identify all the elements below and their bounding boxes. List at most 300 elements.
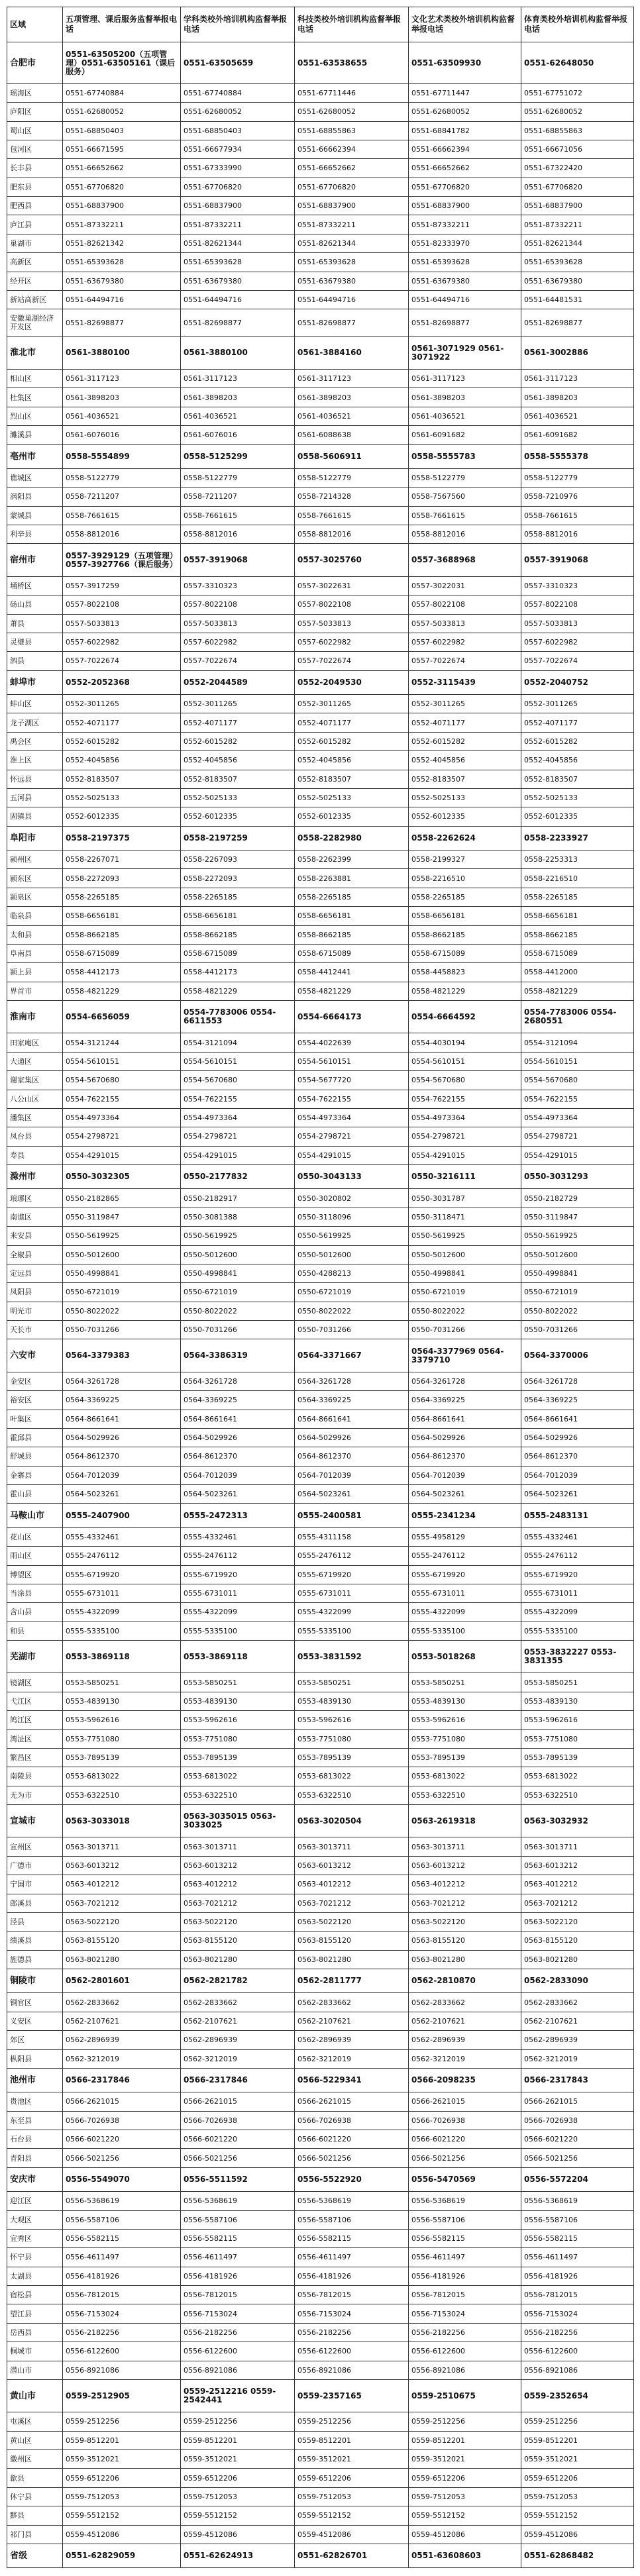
phone-cell: 0563-8155120 [63, 1932, 181, 1950]
region-cell: 肥东县 [7, 178, 63, 196]
region-cell: 淮北市 [7, 336, 63, 369]
phone-cell: 0550-3081388 [181, 1208, 295, 1226]
region-cell: 潜山市 [7, 2361, 63, 2379]
phone-cell: 0554-7622155 [63, 1090, 181, 1108]
phone-cell: 0555-4322099 [63, 1603, 181, 1622]
city-row [7, 1339, 634, 1372]
phone-cell: 0558-7661615 [63, 506, 181, 525]
phone-cell: 0557-3929129（五项管理）0557-3927766（课后服务） [63, 544, 181, 576]
header-subject-training: 学科类校外培训机构监督举报电话 [181, 7, 295, 42]
phone-cell: 0551-65393628 [181, 253, 295, 272]
phone-cell: 0557-3310323 [521, 576, 634, 595]
phone-cell: 0551-66652662 [63, 159, 181, 178]
phone-cell: 0556-4611497 [63, 2248, 181, 2267]
phone-cell: 0558-8662185 [409, 925, 521, 944]
phone-cell: 0551-63538655 [295, 42, 409, 83]
region-cell: 石台县 [7, 2130, 63, 2149]
phone-cell: 0554-5670680 [63, 1071, 181, 1090]
district-row [7, 888, 634, 906]
phone-cell: 0553-4839130 [409, 1692, 521, 1710]
phone-cell: 0561-3880100 [63, 336, 181, 369]
district-row [7, 2130, 634, 2149]
phone-cell: 0559-4512086 [63, 2525, 181, 2544]
phone-cell: 0551-87332211 [409, 215, 521, 234]
phone-cell: 0550-2182865 [63, 1189, 181, 1208]
district-row [7, 869, 634, 888]
phone-cell: 0553-5962616 [409, 1711, 521, 1729]
district-row [7, 2450, 634, 2469]
table-body [7, 42, 634, 2568]
phone-cell: 0558-4412000 [521, 963, 634, 982]
phone-cell: 0555-5335100 [409, 1622, 521, 1640]
phone-cell: 0552-4071177 [295, 713, 409, 732]
district-row [7, 1090, 634, 1108]
phone-cell: 0558-5606911 [295, 444, 409, 468]
district-row [7, 807, 634, 826]
region-cell: 凤台县 [7, 1127, 63, 1146]
phone-cell: 0563-8155120 [409, 1932, 521, 1950]
region-cell: 蚌埠市 [7, 670, 63, 694]
phone-cell: 0551-82698877 [181, 309, 295, 336]
phone-cell: 0559-2512256 [295, 2412, 409, 2431]
phone-cell: 0558-2216510 [409, 869, 521, 888]
phone-cell: 0554-6656059 [63, 1001, 181, 1033]
region-cell: 铜陵市 [7, 1969, 63, 1993]
phone-cell: 0550-6721019 [63, 1283, 181, 1302]
city-row [7, 444, 634, 468]
phone-cell: 0558-2199327 [409, 850, 521, 869]
phone-cell: 0556-6122600 [295, 2342, 409, 2361]
phone-cell: 0552-3115439 [409, 670, 521, 694]
phone-cell: 0552-8183507 [181, 770, 295, 788]
phone-cell: 0550-8022022 [521, 1302, 634, 1320]
phone-cell: 0554-2798721 [181, 1127, 295, 1146]
phone-cell: 0557-7022674 [295, 652, 409, 670]
phone-cell: 0552-6012335 [521, 807, 634, 826]
phone-cell: 0561-6076016 [181, 426, 295, 444]
district-row [7, 2506, 634, 2525]
district-row [7, 2323, 634, 2342]
city-row [7, 2379, 634, 2412]
phone-cell: 0552-4045856 [295, 751, 409, 770]
phone-cell: 0550-5619925 [181, 1227, 295, 1245]
phone-cell: 0558-8662185 [181, 925, 295, 944]
phone-cell: 0559-6512206 [409, 2469, 521, 2487]
phone-cell: 0551-87332211 [181, 215, 295, 234]
phone-cell: 0563-8021280 [181, 1950, 295, 1969]
phone-cell: 0566-2621015 [181, 2092, 295, 2111]
phone-cell: 0564-5029926 [295, 1428, 409, 1447]
phone-cell: 0564-3261728 [295, 1372, 409, 1390]
phone-cell: 0563-3013711 [181, 1837, 295, 1856]
phone-cell: 0564-5023261 [409, 1485, 521, 1504]
phone-cell: 0553-4839130 [63, 1692, 181, 1710]
region-cell: 阜南县 [7, 944, 63, 962]
region-cell: 裕安区 [7, 1391, 63, 1410]
phone-cell: 0553-5850251 [181, 1673, 295, 1692]
phone-cell: 0554-6664173 [295, 1001, 409, 1033]
phone-cell: 0563-8021280 [63, 1950, 181, 1969]
phone-cell: 0563-2619318 [409, 1805, 521, 1837]
district-row [7, 309, 634, 336]
phone-cell: 0563-8155120 [181, 1932, 295, 1950]
phone-cell: 0563-3033018 [63, 1805, 181, 1837]
phone-cell: 0551-63679380 [295, 272, 409, 290]
phone-cell: 0556-7153024 [409, 2304, 521, 2323]
phone-cell: 0559-5512152 [181, 2506, 295, 2525]
phone-cell: 0558-2253313 [521, 850, 634, 869]
phone-cell: 0553-6813022 [409, 1767, 521, 1786]
district-row [7, 1894, 634, 1912]
phone-cell: 0558-8662185 [295, 925, 409, 944]
phone-cell: 0566-6021220 [181, 2130, 295, 2149]
district-row [7, 1466, 634, 1484]
region-cell: 包河区 [7, 140, 63, 158]
district-row [7, 1932, 634, 1950]
phone-cell: 0558-7211207 [63, 488, 181, 506]
phone-cell: 0563-8021280 [409, 1950, 521, 1969]
phone-cell: 0561-3002886 [521, 336, 634, 369]
phone-cell: 0556-7153024 [181, 2304, 295, 2323]
hotline-table [7, 7, 634, 2568]
region-cell: 郎溪县 [7, 1894, 63, 1912]
phone-cell: 0556-8921086 [181, 2361, 295, 2379]
phone-cell: 0553-5962616 [181, 1711, 295, 1729]
region-cell: 东至县 [7, 2111, 63, 2130]
phone-cell: 0563-6013212 [409, 1856, 521, 1875]
district-row [7, 1146, 634, 1164]
region-cell: 旌德县 [7, 1950, 63, 1969]
phone-cell: 0551-67706820 [521, 178, 634, 196]
region-cell: 马鞍山市 [7, 1504, 63, 1527]
phone-cell: 0553-5850251 [295, 1673, 409, 1692]
phone-cell: 0553-7895139 [181, 1748, 295, 1767]
phone-cell: 0553-4839130 [181, 1692, 295, 1710]
table-header-row [7, 7, 634, 42]
phone-cell: 0556-8921086 [521, 2361, 634, 2379]
district-row [7, 1321, 634, 1339]
region-cell: 含山县 [7, 1603, 63, 1622]
phone-cell: 0553-6322510 [63, 1786, 181, 1804]
district-row [7, 1127, 634, 1146]
phone-cell: 0555-4322099 [181, 1603, 295, 1622]
phone-cell: 0558-4412173 [181, 963, 295, 982]
phone-cell: 0553-3869118 [181, 1641, 295, 1673]
phone-cell: 0553-7751080 [409, 1729, 521, 1748]
phone-cell: 0564-3369225 [181, 1391, 295, 1410]
phone-cell: 0556-7812015 [295, 2286, 409, 2304]
phone-cell: 0556-5582115 [181, 2229, 295, 2247]
phone-cell: 0551-68850403 [181, 121, 295, 140]
district-row [7, 633, 634, 651]
region-cell: 固镇县 [7, 807, 63, 826]
phone-cell: 0558-2267093 [181, 850, 295, 869]
phone-cell: 0554-7783006 0554-2680551 [521, 1001, 634, 1033]
phone-cell: 0558-2272093 [181, 869, 295, 888]
region-cell: 省级 [7, 2544, 63, 2567]
phone-cell: 0552-4071177 [409, 713, 521, 732]
header-sports-training: 体育类校外培训机构监督举报电话 [521, 7, 634, 42]
phone-cell: 0552-4045856 [181, 751, 295, 770]
phone-cell: 0551-63505200（五项管理）0551-63505161（课后服务） [63, 42, 181, 83]
phone-cell: 0566-6021220 [521, 2130, 634, 2149]
phone-cell: 0558-6656181 [181, 907, 295, 925]
phone-cell: 0563-5022120 [521, 1912, 634, 1931]
phone-cell: 0561-3898203 [295, 388, 409, 407]
phone-cell: 0564-3369225 [521, 1391, 634, 1410]
district-row [7, 1622, 634, 1640]
phone-cell: 0562-2896939 [181, 2031, 295, 2049]
district-row [7, 1547, 634, 1565]
phone-cell: 0553-6813022 [295, 1767, 409, 1786]
phone-cell: 0556-4181926 [409, 2267, 521, 2285]
phone-cell: 0553-7751080 [181, 1729, 295, 1748]
phone-cell: 0555-2476112 [63, 1547, 181, 1565]
region-cell: 霍邱县 [7, 1428, 63, 1447]
region-cell: 郊区 [7, 2031, 63, 2049]
phone-cell: 0561-3117123 [521, 370, 634, 388]
phone-cell: 0556-5368619 [521, 2192, 634, 2210]
phone-cell: 0559-3512021 [409, 2450, 521, 2469]
phone-cell: 0550-3031293 [521, 1165, 634, 1189]
phone-cell: 0551-63505659 [181, 42, 295, 83]
phone-cell: 0562-2833662 [63, 1993, 181, 2012]
phone-cell: 0550-5619925 [63, 1227, 181, 1245]
region-cell: 太和县 [7, 925, 63, 944]
phone-cell: 0561-3898203 [521, 388, 634, 407]
phone-cell: 0566-2621015 [295, 2092, 409, 2111]
region-cell: 迎江区 [7, 2192, 63, 2210]
phone-cell: 0557-3022031 [409, 576, 521, 595]
district-row [7, 1875, 634, 1894]
phone-cell: 0550-5012600 [521, 1245, 634, 1264]
phone-cell: 0562-2107621 [295, 2012, 409, 2030]
region-cell: 颍州区 [7, 850, 63, 869]
phone-cell: 0551-68855863 [521, 121, 634, 140]
phone-cell: 0556-5549070 [63, 2167, 181, 2191]
phone-cell: 0552-2052368 [63, 670, 181, 694]
phone-cell: 0563-3020504 [295, 1805, 409, 1837]
phone-cell: 0558-4821229 [295, 982, 409, 1000]
phone-cell: 0559-7512053 [521, 2487, 634, 2506]
district-row [7, 290, 634, 309]
phone-cell: 0555-6719920 [409, 1565, 521, 1584]
region-cell: 明光市 [7, 1302, 63, 1320]
phone-cell: 0551-82698877 [295, 309, 409, 336]
phone-cell: 0563-3013711 [409, 1837, 521, 1856]
phone-cell: 0563-8021280 [521, 1950, 634, 1969]
phone-cell: 0558-2262624 [409, 826, 521, 850]
phone-cell: 0564-5023261 [295, 1485, 409, 1504]
phone-cell: 0556-5587106 [521, 2210, 634, 2229]
header-tech-training: 科技类校外培训机构监督举报电话 [295, 7, 409, 42]
phone-cell: 0553-7751080 [521, 1729, 634, 1748]
phone-cell: 0553-6322510 [295, 1786, 409, 1804]
header-five-management: 五项管理、课后服务监督举报电话 [63, 7, 181, 42]
district-row [7, 1189, 634, 1208]
phone-cell: 0553-3831592 [295, 1641, 409, 1673]
phone-cell: 0558-8662185 [63, 925, 181, 944]
district-row [7, 1283, 634, 1302]
phone-cell: 0558-4412441 [295, 963, 409, 982]
district-row [7, 2092, 634, 2111]
phone-cell: 0563-4012212 [181, 1875, 295, 1894]
region-cell: 经开区 [7, 272, 63, 290]
phone-cell: 0566-6021220 [409, 2130, 521, 2149]
phone-cell: 0558-7210976 [521, 488, 634, 506]
phone-cell: 0552-3011265 [521, 695, 634, 713]
phone-cell: 0553-5850251 [63, 1673, 181, 1692]
phone-cell: 0558-6656181 [295, 907, 409, 925]
region-cell: 宿州市 [7, 544, 63, 576]
phone-cell: 0554-4291015 [409, 1146, 521, 1164]
phone-cell: 0550-2182729 [521, 1189, 634, 1208]
phone-cell: 0556-4181926 [63, 2267, 181, 2285]
phone-cell: 0551-82621342 [63, 234, 181, 252]
district-row [7, 140, 634, 158]
phone-cell: 0557-6022982 [409, 633, 521, 651]
phone-cell: 0556-2182256 [181, 2323, 295, 2342]
phone-cell: 0556-5572204 [521, 2167, 634, 2191]
region-cell: 舒城县 [7, 1447, 63, 1466]
phone-cell: 0559-4512086 [181, 2525, 295, 2544]
region-cell: 桐城市 [7, 2342, 63, 2361]
district-row [7, 2431, 634, 2449]
phone-cell: 0564-7012039 [181, 1466, 295, 1484]
phone-cell: 0563-6013212 [181, 1856, 295, 1875]
district-row [7, 2267, 634, 2285]
phone-cell: 0566-5229341 [295, 2068, 409, 2092]
phone-cell: 0559-8512201 [295, 2431, 409, 2449]
phone-cell: 0552-8183507 [521, 770, 634, 788]
phone-cell: 0555-6719920 [295, 1565, 409, 1584]
phone-cell: 0556-5582115 [521, 2229, 634, 2247]
phone-cell: 0556-5368619 [63, 2192, 181, 2210]
phone-cell: 0555-5335100 [521, 1622, 634, 1640]
phone-cell: 0559-2512216 0559-2542441 [181, 2379, 295, 2412]
phone-cell: 0563-8021280 [295, 1950, 409, 1969]
region-cell: 界首市 [7, 982, 63, 1000]
district-row [7, 907, 634, 925]
district-row [7, 576, 634, 595]
district-row [7, 2049, 634, 2068]
phone-cell: 0554-4973364 [181, 1108, 295, 1127]
phone-cell: 0553-7751080 [295, 1729, 409, 1748]
phone-cell: 0561-3898203 [63, 388, 181, 407]
district-row [7, 751, 634, 770]
region-cell: 全椒县 [7, 1245, 63, 1264]
phone-cell: 0562-2896939 [521, 2031, 634, 2049]
phone-cell: 0563-7021212 [181, 1894, 295, 1912]
phone-cell: 0563-4012212 [409, 1875, 521, 1894]
phone-cell: 0558-2233927 [521, 826, 634, 850]
region-cell: 天长市 [7, 1321, 63, 1339]
district-row [7, 488, 634, 506]
phone-cell: 0558-2197259 [181, 826, 295, 850]
phone-cell: 0556-2182256 [63, 2323, 181, 2342]
region-cell: 青阳县 [7, 2149, 63, 2167]
phone-cell: 0559-2512905 [63, 2379, 181, 2412]
phone-cell: 0556-4181926 [295, 2267, 409, 2285]
phone-cell: 0554-3121244 [63, 1033, 181, 1052]
phone-cell: 0561-3117123 [181, 370, 295, 388]
district-row [7, 2487, 634, 2506]
phone-cell: 0553-5962616 [521, 1711, 634, 1729]
phone-cell: 0555-5335100 [63, 1622, 181, 1640]
phone-cell: 0561-3117123 [295, 370, 409, 388]
region-cell: 合肥市 [7, 42, 63, 83]
phone-cell: 0553-7895139 [63, 1748, 181, 1767]
phone-cell: 0566-6021220 [63, 2130, 181, 2149]
phone-cell: 0550-7031266 [409, 1321, 521, 1339]
district-row [7, 982, 634, 1000]
phone-cell: 0566-7026938 [181, 2111, 295, 2130]
phone-cell: 0556-2182256 [295, 2323, 409, 2342]
district-row [7, 1912, 634, 1931]
phone-cell: 0558-2262399 [295, 850, 409, 869]
phone-cell: 0551-66652662 [409, 159, 521, 178]
phone-cell: 0550-4998841 [409, 1264, 521, 1282]
region-cell: 宜秀区 [7, 2229, 63, 2247]
phone-cell: 0563-8155120 [295, 1932, 409, 1950]
phone-cell: 0562-2107621 [409, 2012, 521, 2030]
region-cell: 相山区 [7, 370, 63, 388]
phone-cell: 0562-2811777 [295, 1969, 409, 1993]
district-row [7, 652, 634, 670]
phone-cell: 0551-64494716 [63, 290, 181, 309]
phone-cell: 0563-8155120 [521, 1932, 634, 1950]
phone-cell: 0559-5512152 [63, 2506, 181, 2525]
phone-cell: 0563-3035015 0563-3033025 [181, 1805, 295, 1837]
phone-cell: 0550-3119847 [63, 1208, 181, 1226]
phone-cell: 0557-6022982 [181, 633, 295, 651]
phone-cell: 0558-6715089 [181, 944, 295, 962]
phone-cell: 0564-3371667 [295, 1339, 409, 1372]
phone-cell: 0552-5025133 [295, 788, 409, 807]
phone-cell: 0553-6322510 [181, 1786, 295, 1804]
phone-cell: 0553-6322510 [521, 1786, 634, 1804]
phone-cell: 0557-3025760 [295, 544, 409, 576]
phone-cell: 0552-6012335 [63, 807, 181, 826]
city-row [7, 336, 634, 369]
phone-cell: 0561-4036521 [63, 407, 181, 425]
region-cell: 潘集区 [7, 1108, 63, 1127]
phone-cell: 0561-3898203 [181, 388, 295, 407]
phone-cell: 0558-2265185 [521, 888, 634, 906]
region-cell: 祁门县 [7, 2525, 63, 2544]
phone-cell: 0561-6076016 [63, 426, 181, 444]
phone-cell: 0564-5023261 [521, 1485, 634, 1504]
phone-cell: 0551-63679380 [181, 272, 295, 290]
phone-cell: 0555-6731011 [181, 1584, 295, 1602]
phone-cell: 0555-6719920 [63, 1565, 181, 1584]
phone-cell: 0551-66662394 [295, 140, 409, 158]
phone-cell: 0559-5512152 [521, 2506, 634, 2525]
district-row [7, 2149, 634, 2167]
city-row [7, 1969, 634, 1993]
district-row [7, 1428, 634, 1447]
phone-cell: 0558-7567560 [409, 488, 521, 506]
region-cell: 新站高新区 [7, 290, 63, 309]
phone-cell: 0558-2267071 [63, 850, 181, 869]
region-cell: 黄山区 [7, 2431, 63, 2449]
phone-cell: 0551-67706820 [295, 178, 409, 196]
phone-cell: 0551-67740884 [63, 83, 181, 102]
phone-cell: 0562-2107621 [521, 2012, 634, 2030]
city-row [7, 1805, 634, 1837]
phone-cell: 0558-8812016 [63, 525, 181, 544]
phone-cell: 0564-5029926 [63, 1428, 181, 1447]
